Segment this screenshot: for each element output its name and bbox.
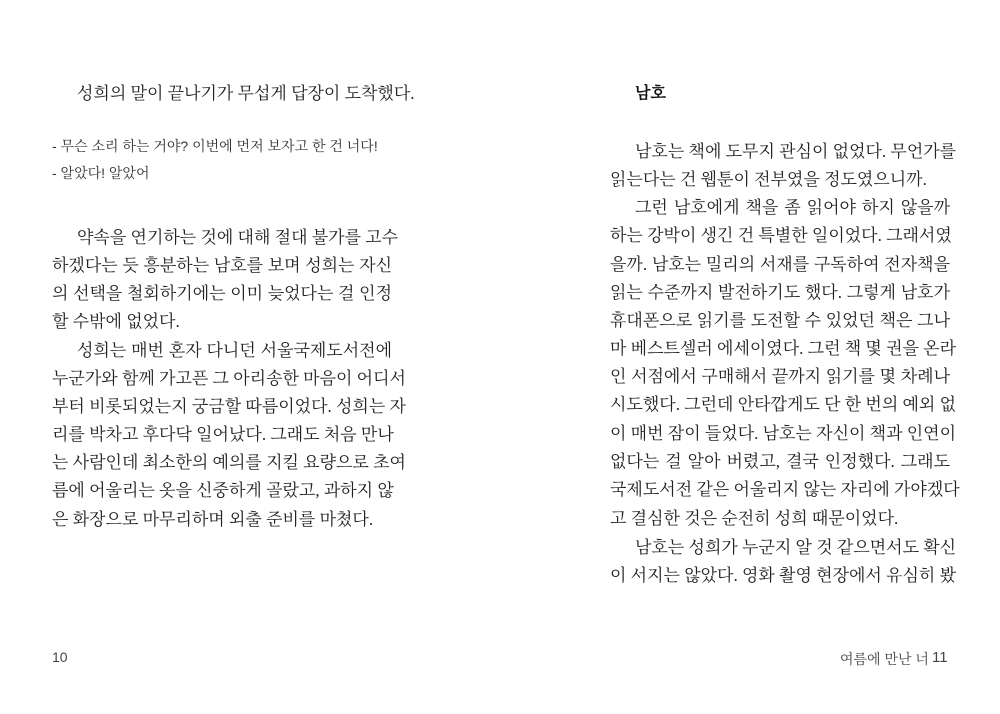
paragraph-line: 리를 박차고 후다닥 일어났다. 그래도 처음 만나 [52, 425, 394, 444]
paragraph-line: 누군가와 함께 가고픈 그 아리송한 마음이 어디서 [52, 369, 406, 388]
page-number: 11 [932, 649, 948, 666]
paragraph-line: 하는 강박이 생긴 건 특별한 일이었다. 그래서였 [610, 226, 952, 245]
paragraph-line: 약속을 연기하는 것에 대해 절대 불가를 고수 [77, 228, 399, 247]
paragraph-line: 이 매번 잠이 들었다. 남호는 자신이 책과 인연이 [610, 424, 957, 443]
paragraph-line: 읽는다는 건 웹툰이 전부였을 정도였으니까. [610, 170, 927, 189]
paragraph-line: 휴대폰으로 읽기를 도전할 수 있었던 책은 그나 [610, 311, 950, 330]
paragraph-line: 인 서점에서 구매해서 끝까지 읽기를 몇 차례나 [610, 367, 950, 386]
paragraph-line: 이 서지는 않았다. 영화 촬영 현장에서 유심히 봤 [610, 566, 957, 585]
paragraph-line: 시도했다. 그런데 안타깝게도 단 한 번의 예외 없 [610, 395, 957, 414]
paragraph-line: 국제도서전 같은 어울리지 않는 자리에 가야겠다 [610, 480, 960, 499]
paragraph-line: 하겠다는 듯 흥분하는 남호를 보며 성희는 자신 [52, 256, 392, 275]
paragraph-line: 남호는 책에 도무지 관심이 없었다. 무언가를 [635, 142, 957, 161]
paragraph-line: 은 화장으로 마무리하며 외출 준비를 마쳤다. [52, 510, 374, 529]
paragraph-line: 부터 비롯되었는지 궁금할 따름이었다. 성희는 자 [52, 397, 406, 416]
paragraph-line: 의 선택을 철회하기에는 이미 늦었다는 걸 인정 [52, 284, 392, 303]
page-number: 10 [52, 649, 68, 665]
running-title: 여름에 만난 너 [840, 651, 929, 667]
paragraph-line: 고 결심한 것은 순전히 성희 때문이었다. [610, 509, 899, 528]
right-page [500, 0, 1000, 714]
paragraph-line: 없다는 걸 알아 버렸고, 결국 인정했다. 그래도 [610, 452, 950, 471]
opening-line: 성희의 말이 끝나기가 무섭게 답장이 도착했다. [77, 84, 415, 103]
paragraph-line: 는 사람인데 최소한의 예의를 지킬 요량으로 초여 [52, 453, 406, 472]
paragraph-line: 을까. 남호는 밀리의 서재를 구독하여 전자책을 [610, 255, 950, 274]
chapter-title: 남호 [635, 85, 666, 102]
paragraph-line: 성희는 매번 혼자 다니던 서울국제도서전에 [77, 341, 392, 360]
paragraph-line: 름에 어울리는 옷을 신중하게 골랐고, 과하지 않 [52, 481, 394, 500]
dialogue-line: - 무슨 소리 하는 거야? 이번에 먼저 보자고 한 건 너다! [52, 138, 378, 154]
paragraph-line: 남호는 성희가 누군지 알 것 같으면서도 확신 [635, 538, 957, 557]
dialogue-line: - 알았다! 알았어 [52, 165, 150, 181]
paragraph-line: 그런 남호에게 책을 좀 읽어야 하지 않을까 [635, 198, 950, 217]
paragraph-line: 할 수밖에 없었다. [52, 312, 180, 331]
paragraph-line: 마 베스트셀러 에세이였다. 그런 책 몇 권을 온라 [610, 339, 957, 358]
paragraph-line: 읽는 수준까지 발전하기도 했다. 그렇게 남호가 [610, 283, 950, 302]
